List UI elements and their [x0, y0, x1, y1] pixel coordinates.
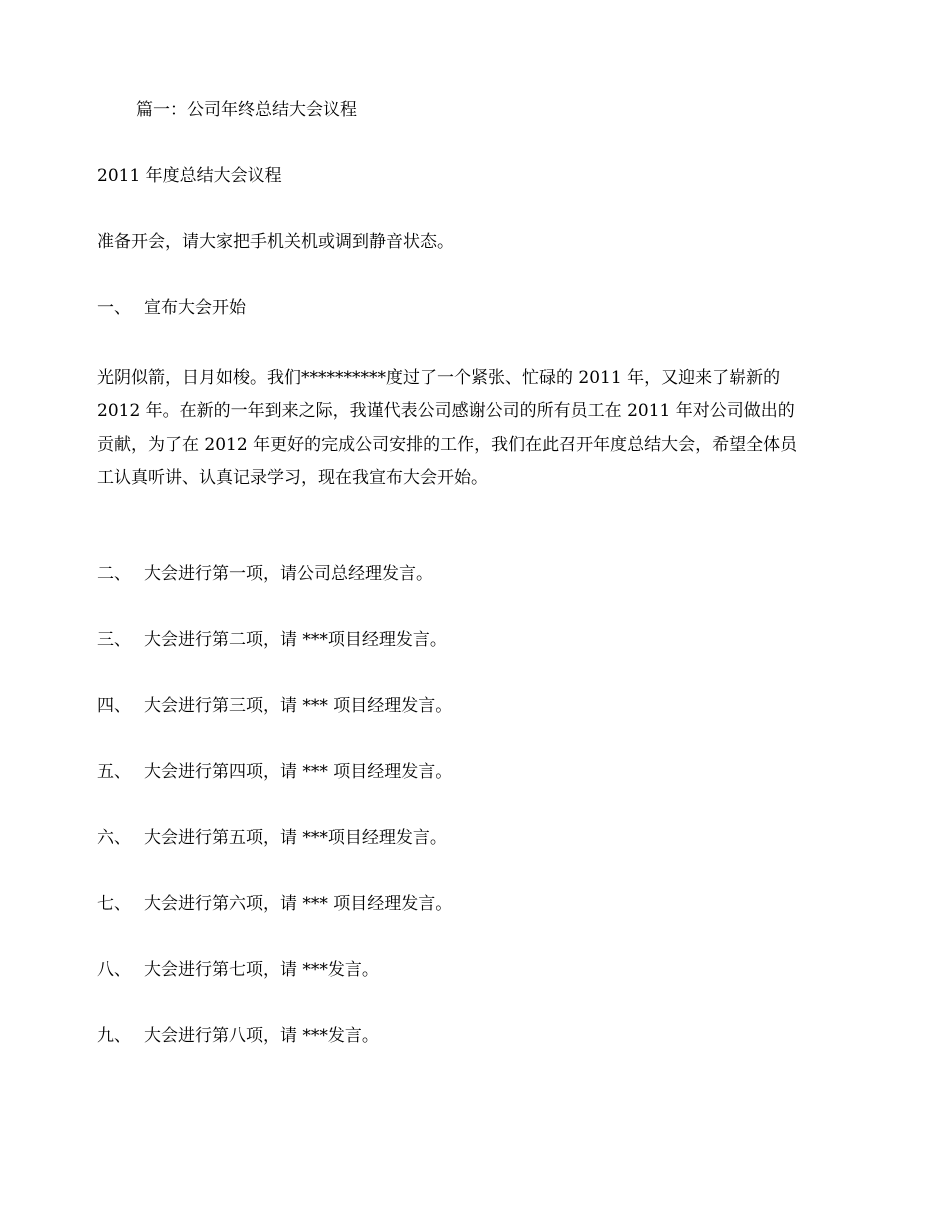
agenda-number: 七、	[97, 894, 131, 914]
paragraph-line: 2012 年。在新的一年到来之际，我谨代表公司感谢公司的所有员工在 2011 年对公司做出的	[97, 401, 795, 422]
agenda-text: 大会进行第四项，请 *** 项目经理发言。	[144, 762, 453, 782]
agenda-text: 大会进行第八项，请 ***发言。	[144, 1026, 379, 1046]
agenda-item	[97, 959, 379, 981]
agenda-number: 六、	[97, 828, 131, 848]
agenda-text: 大会进行第三项，请 *** 项目经理发言。	[144, 696, 453, 716]
agenda-item	[97, 1025, 379, 1047]
section-item	[97, 297, 246, 319]
agenda-number: 三、	[97, 630, 131, 650]
intro-text: 准备开会，请大家把手机关机或调到静音状态。	[97, 232, 454, 252]
agenda-item	[97, 761, 452, 783]
agenda-number: 九、	[97, 1026, 131, 1046]
paragraph-line: 光阴似箭，日月如梭。我们**********度过了一个紧张、忙碌的 2011 年，又迎来了崭新的	[97, 368, 781, 388]
agenda-text: 大会进行第五项，请 ***项目经理发言。	[144, 828, 447, 848]
paragraph-line: 贡献，为了在 2012 年更好的完成公司安排的工作，我们在此召开年度总结大会，希望全体员	[97, 434, 798, 455]
agenda-item	[97, 563, 433, 585]
agenda-text: 大会进行第六项，请 *** 项目经理发言。	[144, 894, 453, 914]
body-paragraph	[97, 362, 857, 495]
agenda-number: 五、	[97, 762, 131, 782]
agenda-item	[97, 695, 452, 717]
document-subtitle: 2011 年度总结大会议程	[97, 166, 282, 186]
agenda-number: 八、	[97, 960, 131, 980]
document-heading: 篇一：公司年终总结大会议程	[136, 100, 357, 120]
section-number: 一、	[97, 298, 131, 318]
agenda-item	[97, 629, 447, 651]
agenda-text: 大会进行第二项，请 ***项目经理发言。	[144, 630, 447, 650]
paragraph-line: 工认真听讲、认真记录学习，现在我宣布大会开始。	[97, 467, 488, 488]
section-text: 宣布大会开始	[144, 298, 246, 318]
agenda-item	[97, 827, 447, 849]
agenda-item	[97, 893, 452, 915]
agenda-text: 大会进行第一项，请公司总经理发言。	[144, 564, 433, 584]
agenda-number: 四、	[97, 696, 131, 716]
agenda-text: 大会进行第七项，请 ***发言。	[144, 960, 379, 980]
agenda-number: 二、	[97, 564, 131, 584]
